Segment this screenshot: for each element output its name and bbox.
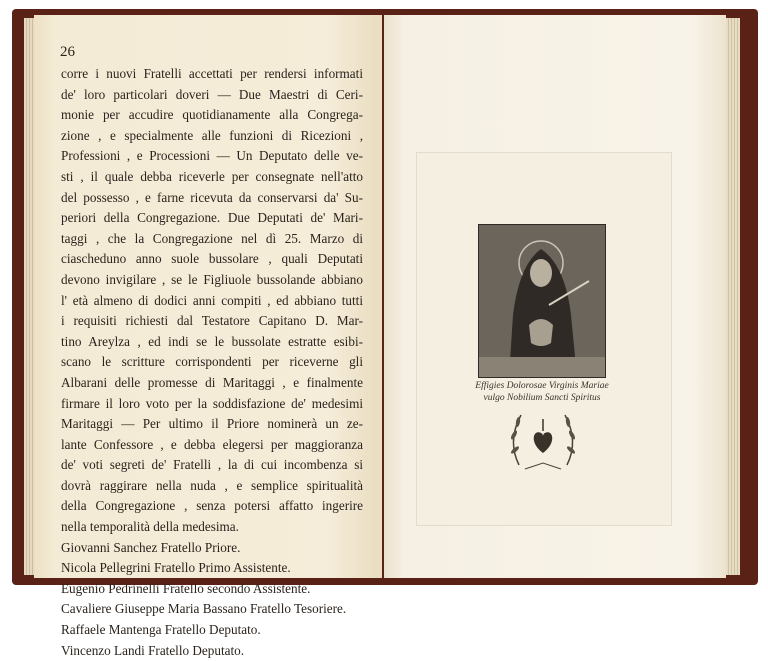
engraving-virgin-mary bbox=[478, 224, 606, 378]
engraving-caption bbox=[462, 380, 622, 404]
text-line: sti , il quale debba riceverle per consegnate nell'atto bbox=[61, 168, 363, 184]
right-page-edges bbox=[726, 18, 740, 575]
text-line: lante Confessore , e debba elegersi per maggioranza bbox=[61, 436, 363, 452]
text-line: del possesso , e farne ricevuta da conservarsi da' Su- bbox=[61, 189, 363, 205]
text-line: taggi , che la Congregazione nel dì 25. Marzo di bbox=[61, 230, 363, 246]
signatory-line: Giovanni Sanchez Fratello Priore. bbox=[61, 539, 241, 555]
signatory-line: Cavaliere Giuseppe Maria Bassano Fratello Tesoriere. bbox=[61, 601, 347, 617]
text-line: i requisiti richiesti dal Testatore Capitano D. Mar- bbox=[61, 313, 363, 329]
signatory-line: Eugenio Pedrinelli Fratello secondo Assistente. bbox=[61, 580, 311, 596]
signatory-line: Raffaele Mantenga Fratello Deputato. bbox=[61, 622, 261, 638]
body-text bbox=[61, 64, 363, 661]
text-line: zione , e specialmente alle funzioni di Ricezioni , bbox=[61, 127, 363, 143]
text-line: de' loro particolari doveri — Due Maestri di Ceri- bbox=[61, 86, 363, 102]
text-line: devono invigilare , se le Figliuole bussolande abbiano bbox=[61, 271, 363, 287]
text-line: l' età almeno di dodici anni compiti , ed abbiano tutti bbox=[61, 292, 363, 308]
caption-line-1: Effigies Dolorosae Virginis Mariae bbox=[475, 381, 609, 391]
text-line: della Congregazione , senza potersi affatto ingerire bbox=[61, 498, 363, 514]
page-number: 26 bbox=[60, 44, 75, 60]
text-line: dovrà raggirare nella nuda , e semplice spiritualità bbox=[61, 477, 363, 493]
text-line: monie per accudire quotidianamente alla Congrega- bbox=[61, 107, 363, 123]
text-line: de' voti segreti de' Fratelli , la di cui incombenza si bbox=[61, 457, 363, 473]
text-line: tino Areylza , ed indi se le bussolate estratte esibi- bbox=[61, 333, 363, 349]
text-line: nella temporalità della medesima. bbox=[61, 519, 239, 535]
text-line: corre i nuovi Fratelli accettati per rendersi informati bbox=[61, 66, 363, 81]
signatory-line: Nicola Pellegrini Fratello Primo Assistente. bbox=[61, 560, 291, 576]
text-line: Albarani delle promesse di Maritaggi , e finalmente bbox=[61, 374, 363, 390]
text-line: ciascheduno anno suole bussolare , quali Deputati bbox=[61, 251, 363, 267]
text-line: periori della Congregazione. Due Deputati de' Mari- bbox=[61, 210, 363, 226]
text-line: Professioni , e Processioni — Un Deputato delle ve- bbox=[61, 148, 363, 164]
text-line: Maritaggi — Per ultimo il Priore nominerà un ze- bbox=[61, 416, 363, 432]
caption-line-2: vulgo Nobilium Sancti Spiritus bbox=[483, 393, 601, 403]
left-page-edges bbox=[24, 18, 34, 575]
sacred-heart-wreath-emblem bbox=[505, 405, 581, 477]
signatory-line: Vincenzo Landi Fratello Deputato. bbox=[61, 642, 245, 658]
text-line: scano le scritture corrispondenti per riceverne gli bbox=[61, 354, 363, 370]
text-line: firmare il loro voto per la soddisfazione de' medesimi bbox=[61, 395, 363, 411]
